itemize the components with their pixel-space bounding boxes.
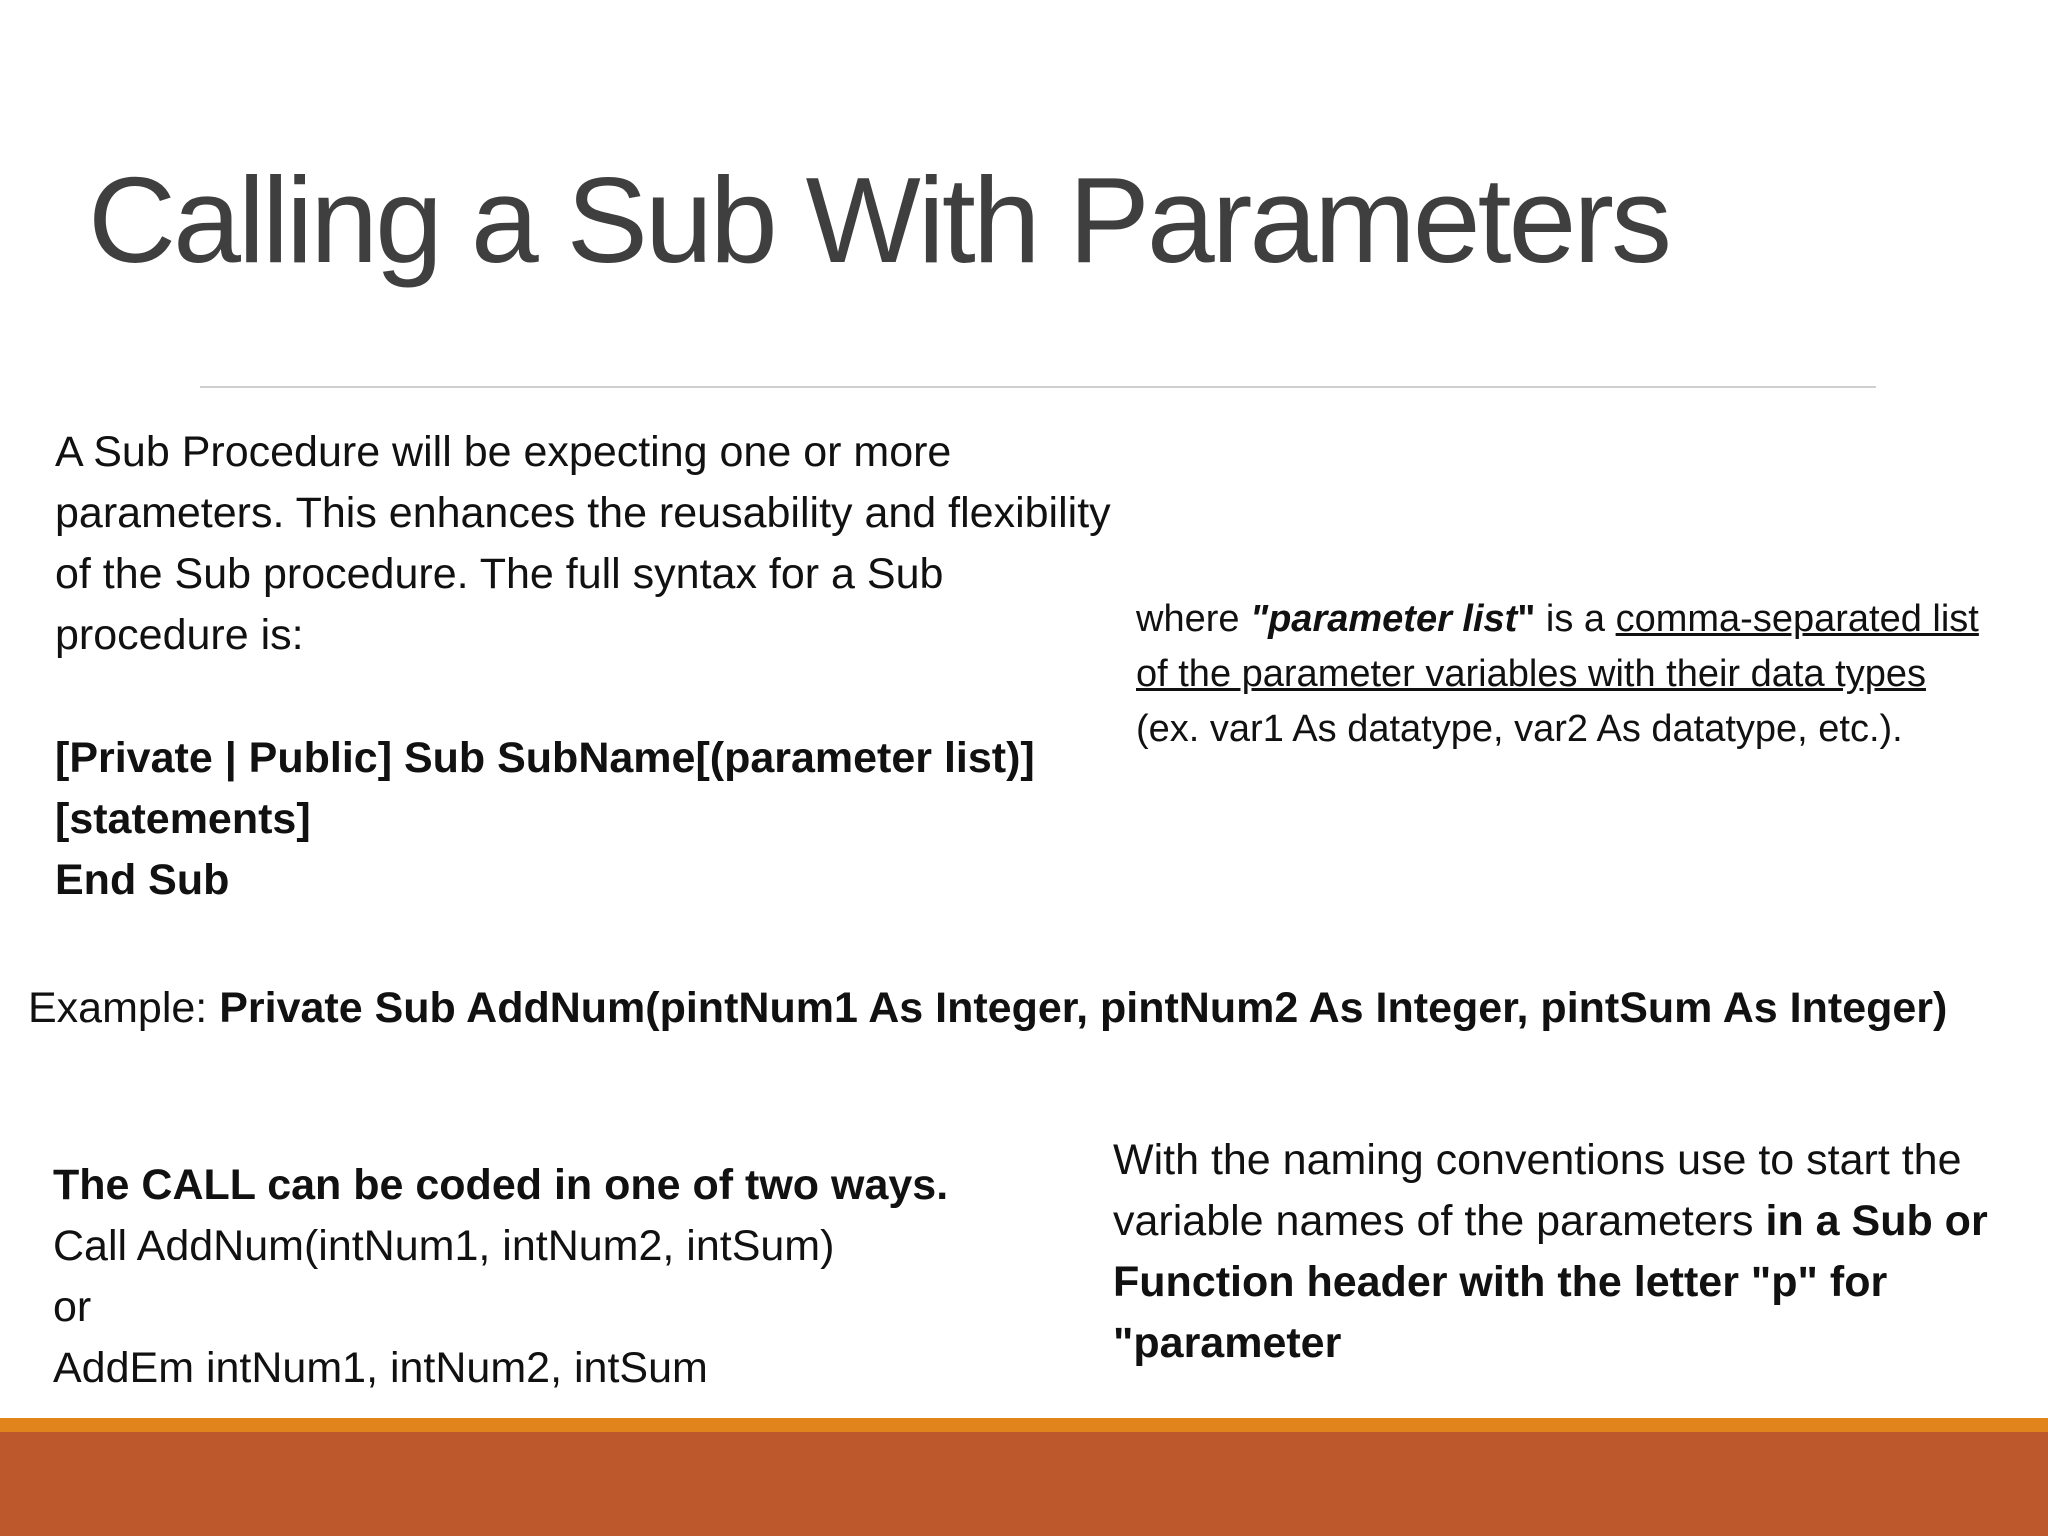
naming-bold-text: in a Sub or Function header with the letter "p" for "parameter bbox=[1113, 1197, 1988, 1367]
accent-band bbox=[0, 1418, 2048, 1432]
call-line-call: Call AddNum(intNum1, intNum2, intSum) bbox=[53, 1222, 835, 1270]
parameter-list-definition: comma-separated list of the parameter variables with their data types bbox=[1136, 598, 1979, 695]
syntax-line-header: [Private | Public] Sub SubName[(parameter list)] bbox=[55, 734, 1035, 782]
naming-convention-note bbox=[1113, 1130, 2013, 1374]
call-heading: The CALL can be coded in one of two ways. bbox=[53, 1161, 949, 1209]
syntax-line-end: End Sub bbox=[55, 856, 230, 904]
call-line-or: or bbox=[53, 1283, 92, 1331]
intro-paragraph: A Sub Procedure will be expecting one or more parameters. This enhances the reusability and flexibility of the Sub procedure. The full syntax for a Sub procedure is: bbox=[55, 428, 1111, 659]
footer-band bbox=[0, 1432, 2048, 1536]
slide-title: Calling a Sub With Parameters bbox=[88, 152, 1670, 288]
example-line bbox=[28, 978, 2038, 1038]
where-prefix: where bbox=[1136, 598, 1251, 640]
parameter-list-note bbox=[1136, 592, 1996, 757]
call-block bbox=[53, 1155, 1093, 1399]
call-line-direct: AddEm intNum1, intNum2, intSum bbox=[53, 1344, 708, 1392]
parameter-list-open-quote: " bbox=[1250, 598, 1269, 640]
syntax-block bbox=[55, 728, 1115, 911]
where-middle: is a bbox=[1535, 598, 1616, 640]
title-divider bbox=[200, 386, 1876, 388]
naming-normal-text: With the naming conventions use to start the variable names of the parameters bbox=[1113, 1136, 1962, 1245]
example-code: Private Sub AddNum(pintNum1 As Integer, pintNum2 As Integer, pintSum As Integer) bbox=[219, 984, 1948, 1032]
parameter-list-close-quote: " bbox=[1517, 598, 1536, 640]
parameter-list-example: (ex. var1 As datatype, var2 As datatype, etc.). bbox=[1136, 708, 1903, 750]
syntax-line-statements: [statements] bbox=[55, 795, 311, 843]
parameter-list-term: parameter list bbox=[1268, 598, 1518, 640]
example-label: Example: bbox=[28, 984, 220, 1032]
